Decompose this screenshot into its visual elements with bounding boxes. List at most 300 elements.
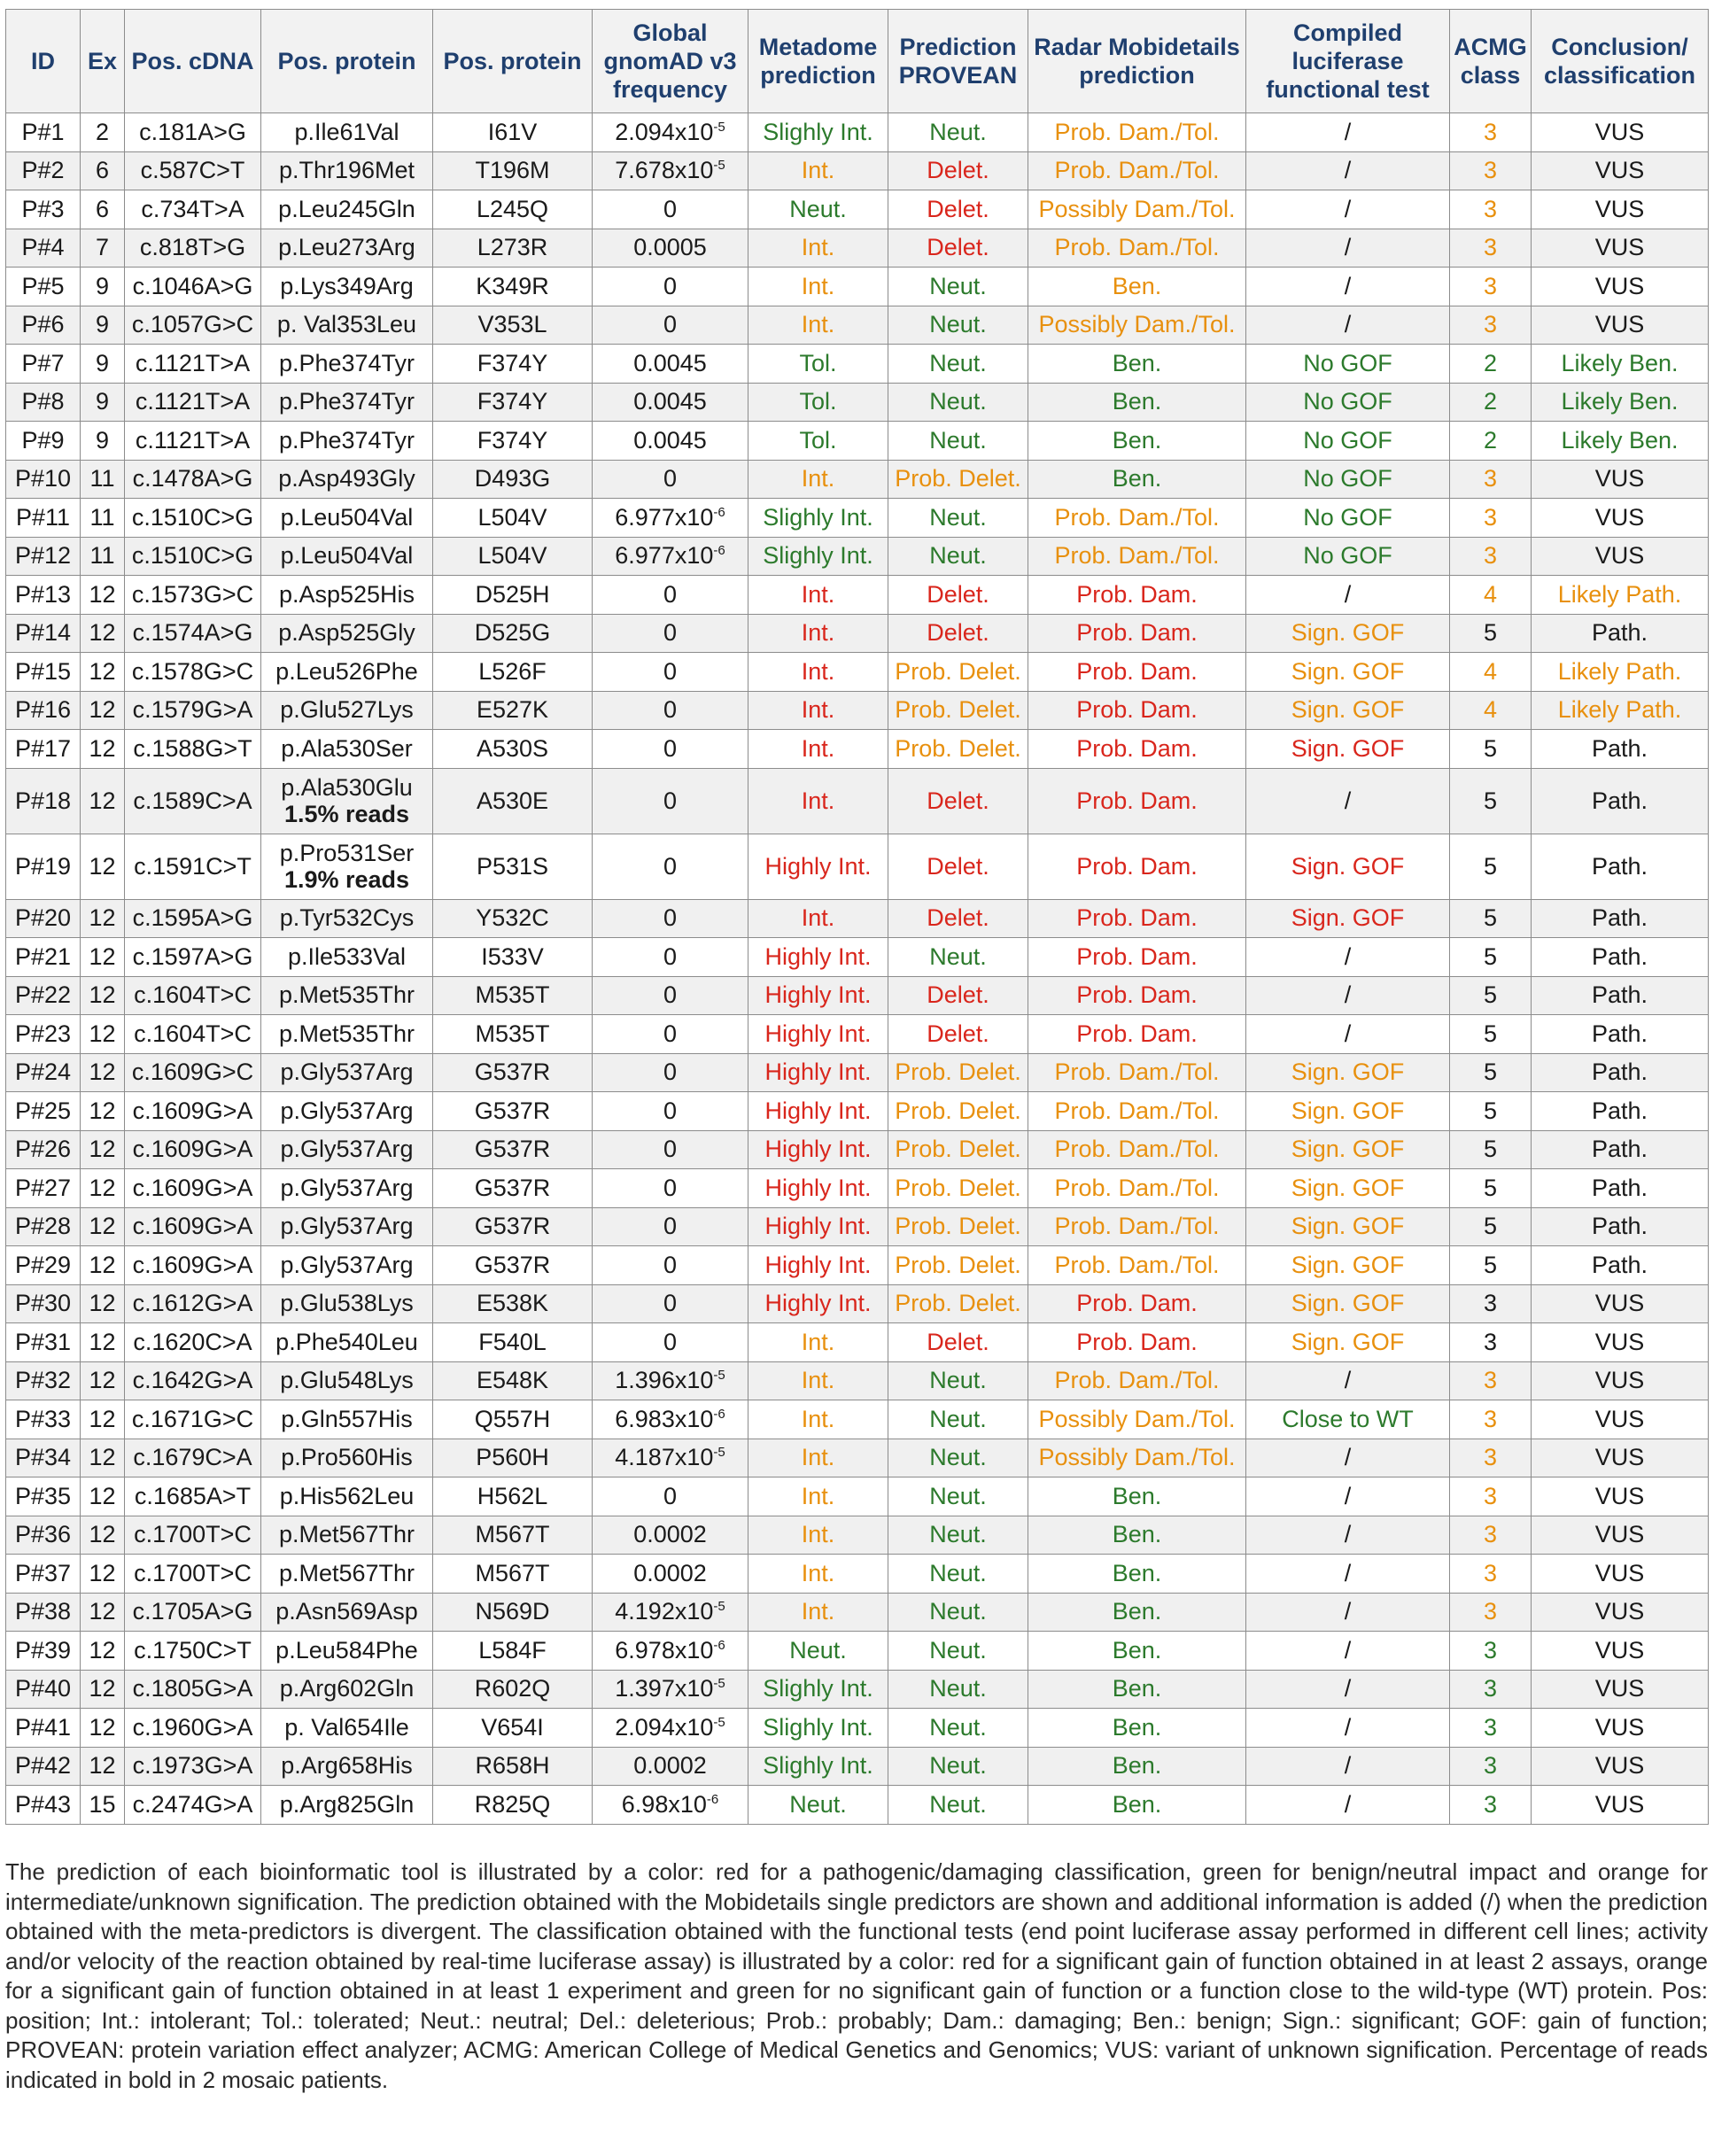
cell-radar: Possibly Dam./Tol. (1028, 1400, 1246, 1439)
cell-radar: Ben. (1028, 1516, 1246, 1555)
cell-conclusion: Path. (1532, 1092, 1709, 1131)
cell-protein: p.Met535Thr (261, 1015, 433, 1054)
cell-id: P#12 (6, 537, 81, 576)
cell-gnomad-frequency: 0 (593, 1284, 748, 1323)
cell-protein: p.Gly537Arg (261, 1092, 433, 1131)
cell-acmg: 3 (1450, 1632, 1532, 1671)
cell-radar: Prob. Dam. (1028, 653, 1246, 692)
cell-protein: p.Met535Thr (261, 976, 433, 1015)
cell-gnomad-frequency: 0 (593, 653, 748, 692)
cell-radar: Ben. (1028, 268, 1246, 306)
cell-gnomad-frequency: 0 (593, 768, 748, 834)
cell-protein-short: M535T (433, 1015, 593, 1054)
cell-id: P#35 (6, 1477, 81, 1516)
cell-gnomad-frequency: $6.977x10^{-6}$ (593, 499, 748, 538)
cell-gnomad-frequency: 0 (593, 1207, 748, 1246)
cell-provean: Neut. (888, 1516, 1028, 1555)
cell-provean: Neut. (888, 1786, 1028, 1825)
cell-provean: Neut. (888, 1670, 1028, 1709)
cell-radar: Prob. Dam. (1028, 834, 1246, 899)
table-row (6, 1555, 1709, 1594)
cell-exon: 12 (81, 1284, 125, 1323)
cell-id: P#43 (6, 1786, 81, 1825)
cell-luciferase: No GOF (1246, 345, 1450, 384)
cell-acmg: 3 (1450, 1555, 1532, 1594)
cell-radar: Prob. Dam. (1028, 614, 1246, 653)
cell-gnomad-frequency: 0 (593, 1130, 748, 1169)
cell-protein: p.Gly537Arg (261, 1246, 433, 1285)
cell-protein: p.Leu526Phe (261, 653, 433, 692)
cell-gnomad-frequency: 0 (593, 834, 748, 899)
cell-acmg: 3 (1450, 306, 1532, 345)
cell-protein-short: K349R (433, 268, 593, 306)
cell-acmg: 5 (1450, 1053, 1532, 1092)
cell-id: P#3 (6, 190, 81, 229)
cell-metadome: Int. (748, 1477, 888, 1516)
cell-metadome: Slighly Int. (748, 1747, 888, 1786)
cell-protein-short: G537R (433, 1207, 593, 1246)
cell-protein-short: D525H (433, 576, 593, 615)
cell-cdna: c.1609G>A (125, 1169, 261, 1208)
cell-protein: p.His562Leu (261, 1477, 433, 1516)
cell-protein-short: M567T (433, 1516, 593, 1555)
cell-id: P#6 (6, 306, 81, 345)
table-row (6, 768, 1709, 834)
cell-protein-short: G537R (433, 1169, 593, 1208)
cell-cdna: c.1588G>T (125, 730, 261, 769)
cell-conclusion: VUS (1532, 306, 1709, 345)
cell-exon: 9 (81, 268, 125, 306)
cell-metadome: Highly Int. (748, 1207, 888, 1246)
cell-conclusion: VUS (1532, 229, 1709, 268)
cell-metadome: Int. (748, 576, 888, 615)
cell-luciferase: / (1246, 190, 1450, 229)
cell-protein: p.Gly537Arg (261, 1130, 433, 1169)
cell-provean: Prob. Delet. (888, 1284, 1028, 1323)
cell-exon: 6 (81, 190, 125, 229)
cell-protein-short: A530E (433, 768, 593, 834)
cell-acmg: 3 (1450, 1670, 1532, 1709)
table-row (6, 1323, 1709, 1362)
cell-conclusion: VUS (1532, 268, 1709, 306)
cell-metadome: Int. (748, 151, 888, 190)
cell-gnomad-frequency: $4.192x10^{-5}$ (593, 1593, 748, 1632)
cell-gnomad-frequency: 0 (593, 899, 748, 938)
cell-acmg: 3 (1450, 499, 1532, 538)
cell-protein: p.Glu527Lys (261, 691, 433, 730)
cell-exon: 9 (81, 345, 125, 384)
cell-metadome: Slighly Int. (748, 1709, 888, 1748)
cell-gnomad-frequency: 0 (593, 190, 748, 229)
frequency-exponent: -6 (713, 504, 725, 520)
cell-id: P#26 (6, 1130, 81, 1169)
cell-conclusion: Likely Path. (1532, 691, 1709, 730)
cell-exon: 12 (81, 1632, 125, 1671)
cell-conclusion: Path. (1532, 1207, 1709, 1246)
cell-conclusion: Path. (1532, 1015, 1709, 1054)
cell-acmg: 5 (1450, 1092, 1532, 1131)
cell-cdna: c.1573G>C (125, 576, 261, 615)
cell-luciferase: No GOF (1246, 499, 1450, 538)
cell-metadome: Int. (748, 1400, 888, 1439)
cell-protein: p.Gly537Arg (261, 1169, 433, 1208)
col-header-conclusion: Conclusion/ classification (1532, 10, 1709, 113)
cell-id: P#39 (6, 1632, 81, 1671)
cell-protein: p.Arg658His (261, 1747, 433, 1786)
cell-radar: Possibly Dam./Tol. (1028, 1439, 1246, 1477)
cell-conclusion: Path. (1532, 976, 1709, 1015)
cell-radar: Prob. Dam. (1028, 768, 1246, 834)
cell-protein-short: G537R (433, 1246, 593, 1285)
cell-provean: Delet. (888, 614, 1028, 653)
cell-protein-short: F374Y (433, 345, 593, 384)
frequency-exponent: -6 (706, 1791, 719, 1807)
cell-acmg: 3 (1450, 1323, 1532, 1362)
cell-luciferase: Sign. GOF (1246, 614, 1450, 653)
cell-exon: 12 (81, 938, 125, 977)
cell-radar: Prob. Dam./Tol. (1028, 1130, 1246, 1169)
cell-radar: Prob. Dam. (1028, 976, 1246, 1015)
cell-cdna: c.1510C>G (125, 537, 261, 576)
cell-protein: p. Val353Leu (261, 306, 433, 345)
frequency-exponent: -6 (713, 1637, 725, 1653)
cell-gnomad-frequency: 0.0002 (593, 1747, 748, 1786)
cell-acmg: 2 (1450, 345, 1532, 384)
cell-id: P#14 (6, 614, 81, 653)
cell-cdna: c.1700T>C (125, 1516, 261, 1555)
cell-protein-short: E527K (433, 691, 593, 730)
cell-provean: Prob. Delet. (888, 691, 1028, 730)
cell-provean: Neut. (888, 499, 1028, 538)
cell-cdna: c.1046A>G (125, 268, 261, 306)
cell-cdna: c.1750C>T (125, 1632, 261, 1671)
cell-exon: 12 (81, 576, 125, 615)
cell-gnomad-frequency: $6.98x10^{-6}$ (593, 1786, 748, 1825)
cell-exon: 12 (81, 976, 125, 1015)
cell-luciferase: / (1246, 1786, 1450, 1825)
cell-protein: p. Val654Ile (261, 1709, 433, 1748)
cell-provean: Neut. (888, 1439, 1028, 1477)
table-row (6, 1477, 1709, 1516)
col-header-cdna: Pos. cDNA (125, 10, 261, 113)
cell-metadome: Highly Int. (748, 1169, 888, 1208)
cell-protein-short: G537R (433, 1130, 593, 1169)
cell-cdna: c.587C>T (125, 151, 261, 190)
cell-acmg: 3 (1450, 1747, 1532, 1786)
cell-gnomad-frequency: 0.0045 (593, 345, 748, 384)
cell-radar: Ben. (1028, 345, 1246, 384)
cell-gnomad-frequency: 0 (593, 1053, 748, 1092)
cell-protein-short: N569D (433, 1593, 593, 1632)
cell-conclusion: VUS (1532, 1400, 1709, 1439)
cell-gnomad-frequency: 0 (593, 1323, 748, 1362)
cell-radar: Prob. Dam. (1028, 899, 1246, 938)
cell-radar: Prob. Dam. (1028, 1323, 1246, 1362)
cell-acmg: 4 (1450, 691, 1532, 730)
table-row (6, 268, 1709, 306)
table-row (6, 1400, 1709, 1439)
col-header-provean: Prediction PROVEAN (888, 10, 1028, 113)
table-row (6, 1092, 1709, 1131)
cell-exon: 2 (81, 113, 125, 152)
cell-exon: 12 (81, 768, 125, 834)
frequency-exponent: -6 (713, 1406, 725, 1422)
cell-metadome: Slighly Int. (748, 1670, 888, 1709)
cell-radar: Possibly Dam./Tol. (1028, 190, 1246, 229)
cell-conclusion: VUS (1532, 1632, 1709, 1671)
cell-protein-short: F374Y (433, 422, 593, 461)
cell-exon: 11 (81, 499, 125, 538)
cell-provean: Neut. (888, 1709, 1028, 1748)
cell-radar: Prob. Dam./Tol. (1028, 1246, 1246, 1285)
cell-cdna: c.181A>G (125, 113, 261, 152)
cell-cdna: c.2474G>A (125, 1786, 261, 1825)
table-row (6, 834, 1709, 899)
frequency-exponent: -5 (713, 1445, 725, 1461)
table-row (6, 899, 1709, 938)
cell-protein: p.Ala530Glu 1.5% reads (261, 768, 433, 834)
cell-gnomad-frequency: $4.187x10^{-5}$ (593, 1439, 748, 1477)
cell-radar: Ben. (1028, 1593, 1246, 1632)
cell-acmg: 3 (1450, 1477, 1532, 1516)
cell-provean: Prob. Delet. (888, 1207, 1028, 1246)
cell-acmg: 5 (1450, 1207, 1532, 1246)
cell-provean: Prob. Delet. (888, 1130, 1028, 1169)
table-row (6, 1361, 1709, 1400)
cell-acmg: 3 (1450, 1361, 1532, 1400)
table-row (6, 383, 1709, 422)
cell-protein: p.Pro531Ser 1.9% reads (261, 834, 433, 899)
cell-luciferase: Sign. GOF (1246, 653, 1450, 692)
cell-metadome: Int. (748, 691, 888, 730)
frequency-exponent: -5 (713, 1599, 725, 1615)
cell-luciferase: / (1246, 1015, 1450, 1054)
cell-gnomad-frequency: 0 (593, 1015, 748, 1054)
cell-provean: Delet. (888, 1323, 1028, 1362)
table-row (6, 938, 1709, 977)
cell-provean: Prob. Delet. (888, 1053, 1028, 1092)
cell-conclusion: Likely Path. (1532, 576, 1709, 615)
cell-acmg: 3 (1450, 268, 1532, 306)
cell-cdna: c.1620C>A (125, 1323, 261, 1362)
mosaic-reads: 1.5% reads (283, 801, 410, 827)
cell-id: P#1 (6, 113, 81, 152)
cell-metadome: Int. (748, 268, 888, 306)
cell-exon: 12 (81, 1323, 125, 1362)
cell-provean: Delet. (888, 768, 1028, 834)
cell-acmg: 2 (1450, 383, 1532, 422)
cell-exon: 9 (81, 422, 125, 461)
cell-radar: Prob. Dam./Tol. (1028, 537, 1246, 576)
header-row (6, 10, 1709, 113)
cell-acmg: 2 (1450, 422, 1532, 461)
cell-luciferase: / (1246, 1593, 1450, 1632)
cell-luciferase: / (1246, 576, 1450, 615)
cell-acmg: 3 (1450, 1786, 1532, 1825)
cell-id: P#27 (6, 1169, 81, 1208)
cell-provean: Prob. Delet. (888, 1092, 1028, 1131)
cell-gnomad-frequency: 0.0045 (593, 422, 748, 461)
cell-cdna: c.1057G>C (125, 306, 261, 345)
cell-exon: 12 (81, 1555, 125, 1594)
cell-protein-short: A530S (433, 730, 593, 769)
cell-cdna: c.1591C>T (125, 834, 261, 899)
cell-id: P#17 (6, 730, 81, 769)
cell-acmg: 5 (1450, 976, 1532, 1015)
cell-cdna: c.1642G>A (125, 1361, 261, 1400)
cell-id: P#30 (6, 1284, 81, 1323)
cell-conclusion: Path. (1532, 1169, 1709, 1208)
cell-protein: p.Phe374Tyr (261, 422, 433, 461)
cell-gnomad-frequency: 0 (593, 614, 748, 653)
cell-luciferase: Sign. GOF (1246, 1169, 1450, 1208)
cell-cdna: c.818T>G (125, 229, 261, 268)
cell-exon: 12 (81, 1477, 125, 1516)
cell-exon: 9 (81, 306, 125, 345)
cell-conclusion: Likely Ben. (1532, 383, 1709, 422)
table-row (6, 1516, 1709, 1555)
cell-gnomad-frequency: $1.397x10^{-5}$ (593, 1670, 748, 1709)
cell-cdna: c.1700T>C (125, 1555, 261, 1594)
cell-conclusion: VUS (1532, 537, 1709, 576)
cell-metadome: Highly Int. (748, 1130, 888, 1169)
cell-luciferase: Close to WT (1246, 1400, 1450, 1439)
frequency-exponent: -5 (713, 119, 725, 135)
cell-provean: Delet. (888, 576, 1028, 615)
cell-id: P#37 (6, 1555, 81, 1594)
cell-radar: Prob. Dam./Tol. (1028, 1361, 1246, 1400)
table-row (6, 1169, 1709, 1208)
cell-id: P#31 (6, 1323, 81, 1362)
cell-exon: 9 (81, 383, 125, 422)
cell-protein: p.Gly537Arg (261, 1053, 433, 1092)
table-row (6, 151, 1709, 190)
cell-luciferase: Sign. GOF (1246, 1246, 1450, 1285)
cell-metadome: Int. (748, 1323, 888, 1362)
cell-id: P#18 (6, 768, 81, 834)
cell-protein: p.Leu245Gln (261, 190, 433, 229)
cell-protein-short: R602Q (433, 1670, 593, 1709)
cell-gnomad-frequency: $7.678x10^{-5}$ (593, 151, 748, 190)
cell-acmg: 3 (1450, 460, 1532, 499)
cell-id: P#29 (6, 1246, 81, 1285)
cell-protein-short: F540L (433, 1323, 593, 1362)
cell-luciferase: Sign. GOF (1246, 1130, 1450, 1169)
cell-luciferase: Sign. GOF (1246, 1092, 1450, 1131)
cell-protein: p.Glu538Lys (261, 1284, 433, 1323)
cell-radar: Ben. (1028, 1477, 1246, 1516)
cell-provean: Delet. (888, 834, 1028, 899)
table-row (6, 460, 1709, 499)
cell-gnomad-frequency: 0 (593, 938, 748, 977)
table-row (6, 113, 1709, 152)
cell-provean: Neut. (888, 1555, 1028, 1594)
cell-provean: Neut. (888, 306, 1028, 345)
table-row (6, 1709, 1709, 1748)
cell-radar: Prob. Dam. (1028, 691, 1246, 730)
cell-id: P#4 (6, 229, 81, 268)
cell-id: P#32 (6, 1361, 81, 1400)
cell-protein-short: T196M (433, 151, 593, 190)
cell-conclusion: Path. (1532, 1053, 1709, 1092)
cell-protein-short: V654I (433, 1709, 593, 1748)
cell-cdna: c.1973G>A (125, 1747, 261, 1786)
cell-metadome: Highly Int. (748, 938, 888, 977)
variants-table (5, 9, 1709, 1825)
cell-protein-short: R658H (433, 1747, 593, 1786)
table-row (6, 1053, 1709, 1092)
cell-conclusion: Likely Ben. (1532, 345, 1709, 384)
table-row (6, 1284, 1709, 1323)
col-header-radar: Radar Mobidetails prediction (1028, 10, 1246, 113)
cell-exon: 12 (81, 1092, 125, 1131)
cell-id: P#7 (6, 345, 81, 384)
cell-protein: p.Asp493Gly (261, 460, 433, 499)
cell-conclusion: Path. (1532, 768, 1709, 834)
cell-gnomad-frequency: $6.977x10^{-6}$ (593, 537, 748, 576)
cell-luciferase: / (1246, 1361, 1450, 1400)
cell-provean: Neut. (888, 383, 1028, 422)
cell-metadome: Slighly Int. (748, 113, 888, 152)
cell-protein-short: E548K (433, 1361, 593, 1400)
cell-protein: p.Met567Thr (261, 1555, 433, 1594)
cell-cdna: c.1609G>A (125, 1092, 261, 1131)
frequency-exponent: -5 (713, 1368, 725, 1384)
cell-provean: Delet. (888, 976, 1028, 1015)
cell-cdna: c.1604T>C (125, 1015, 261, 1054)
cell-metadome: Int. (748, 768, 888, 834)
table-row (6, 691, 1709, 730)
cell-cdna: c.1574A>G (125, 614, 261, 653)
cell-metadome: Tol. (748, 422, 888, 461)
cell-radar: Prob. Dam./Tol. (1028, 1169, 1246, 1208)
cell-protein-short: V353L (433, 306, 593, 345)
cell-conclusion: VUS (1532, 1709, 1709, 1748)
cell-protein-short: Y532C (433, 899, 593, 938)
col-header-luciferase: Compiled luciferase functional test (1246, 10, 1450, 113)
cell-id: P#23 (6, 1015, 81, 1054)
cell-radar: Prob. Dam./Tol. (1028, 113, 1246, 152)
cell-exon: 12 (81, 653, 125, 692)
cell-metadome: Highly Int. (748, 1015, 888, 1054)
cell-cdna: c.1579G>A (125, 691, 261, 730)
cell-provean: Delet. (888, 1015, 1028, 1054)
cell-luciferase: / (1246, 1747, 1450, 1786)
table-row (6, 1246, 1709, 1285)
cell-exon: 12 (81, 1015, 125, 1054)
cell-protein: p.Phe540Leu (261, 1323, 433, 1362)
cell-radar: Prob. Dam./Tol. (1028, 1092, 1246, 1131)
cell-exon: 11 (81, 460, 125, 499)
cell-radar: Prob. Dam. (1028, 730, 1246, 769)
cell-acmg: 3 (1450, 1516, 1532, 1555)
cell-acmg: 4 (1450, 576, 1532, 615)
cell-protein: p.Asp525His (261, 576, 433, 615)
cell-id: P#33 (6, 1400, 81, 1439)
cell-radar: Prob. Dam./Tol. (1028, 499, 1246, 538)
cell-conclusion: Path. (1532, 834, 1709, 899)
table-footnote: The prediction of each bioinformatic tool is illustrated by a color: red for a pathogenic/damaging classification, green for benign/neutral impact and orange for intermediate/unknown signification. The prediction obtained with the Mobidetails single predictors are shown and additional information is added (/) when the prediction obtained with the meta-predictors is divergent. The classification obtained with the functional tests (end point luciferase assay performed in different cell lines; activity and/or velocity of the reaction obtained by real-time luciferase assay) is illustrated by a color: red for a significant gain of function obtained in at least 2 assays, orange for a significant gain of function obtained in at least 1 experiment and green for no significant gain of function or a function close to the wild-type (WT) protein. Pos: position; Int.: intolerant; Tol.: tolerated; Neut.: neutral; Del.: deleterious; Prob.: probably; Dam.: damaging; Ben.: benign; Sign.: significant; GOF: gain of function; PROVEAN: protein variation effect analyzer; ACMG: American College of Medical Genetics and Genomics; VUS: variant of unknown signification. Percentage of reads indicated in bold in 2 mosaic patients. (5, 1858, 1708, 2093)
cell-conclusion: Path. (1532, 938, 1709, 977)
cell-radar: Prob. Dam. (1028, 576, 1246, 615)
cell-conclusion: VUS (1532, 1593, 1709, 1632)
cell-provean: Neut. (888, 345, 1028, 384)
cell-metadome: Neut. (748, 1786, 888, 1825)
cell-acmg: 5 (1450, 768, 1532, 834)
table-row (6, 345, 1709, 384)
cell-cdna: c.1679C>A (125, 1439, 261, 1477)
cell-id: P#5 (6, 268, 81, 306)
